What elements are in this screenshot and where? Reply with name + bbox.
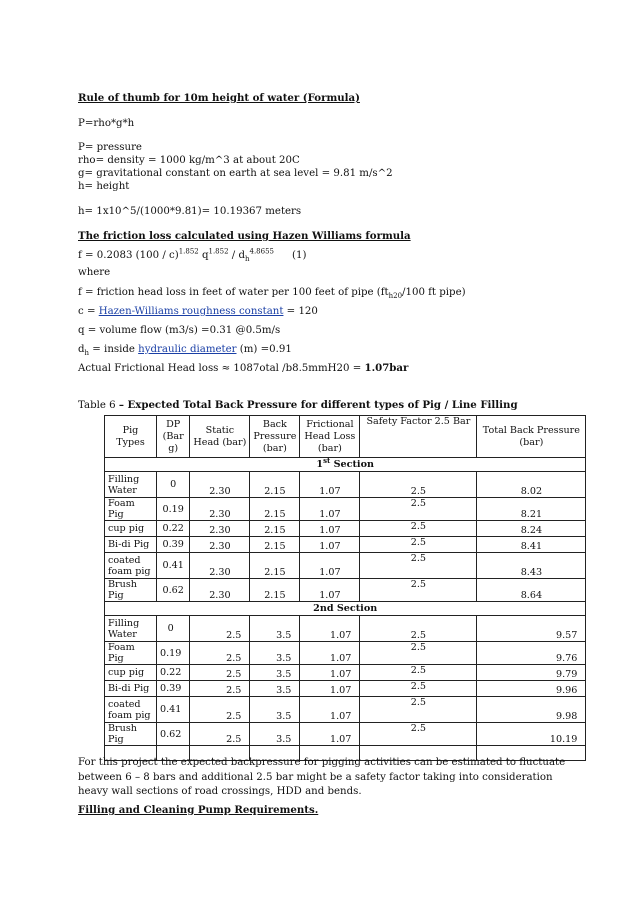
pump-requirements-heading: Filling and Cleaning Pump Requirements.	[78, 804, 319, 816]
hydraulic-diameter-link[interactable]: hydraulic diameter	[138, 344, 237, 355]
header-total-back-pressure: Total Back Pressure (bar)	[477, 416, 586, 458]
equation-number: (1)	[292, 250, 307, 261]
definition-q: q = volume flow (m3/s) =0.31 @0.5m/s	[78, 325, 281, 336]
header-dp: DP (Bar g)	[157, 416, 190, 458]
table-row: Bi-di Pig 0.39 2.5 3.5 1.07 2.5 9.96	[105, 681, 586, 697]
table-row: Foam Pig 0.19 2.30 2.15 1.07 2.5 8.21	[105, 498, 586, 521]
where-label: where	[78, 267, 111, 278]
rule-of-thumb-heading: Rule of thumb for 10m height of water (Formula)	[78, 92, 360, 104]
header-back-pressure: Back Pressure (bar)	[250, 416, 300, 458]
table-row: Brush Pig 0.62 2.5 3.5 1.07 2.5 10.19	[105, 723, 586, 746]
height-calculation: h= 1x10^5/(1000*9.81)= 10.19367 meters	[78, 206, 302, 217]
backpressure-paragraph: For this project the expected backpressure for pigging activities can be estimated to fluctuate between 6 – 8 bars and additional 2.5 bar might be a safety factor taking into consideration heavy wall sections of road crossings, HDD and bends.	[78, 757, 566, 797]
table-row: Filling Water 0 2.30 2.15 1.07 2.5 8.02	[105, 472, 586, 498]
table-row: Foam Pig 0.19 2.5 3.5 1.07 2.5 9.76	[105, 642, 586, 665]
header-frictional-head-loss: Frictional Head Loss (bar)	[300, 416, 360, 458]
table-caption: Table 6 – Expected Total Back Pressure for different types of Pig / Line Filling	[78, 399, 518, 411]
section-row-1	[105, 458, 586, 472]
hazen-williams-equation: f = 0.2083 (100 / c)$^{1.852}$ $q^{1.852} / d_h^{4.8655}$ (1)	[78, 247, 307, 264]
definition-h: h= height	[78, 181, 130, 192]
table-row: cup pig 0.22 2.5 3.5 1.07 2.5 9.79	[105, 665, 586, 681]
section-label: 1st Section	[105, 458, 586, 472]
header-pig-types: Pig Types	[105, 416, 157, 458]
section-row-2	[105, 602, 586, 616]
friction-loss-heading: The friction loss calculated using Hazen Williams formula	[78, 230, 411, 242]
definition-f: f = friction head loss in feet of water per 100 feet of pipe ($ft_{h20}/100$ ft pipe)	[78, 287, 466, 301]
definition-dh: $d_h$ = inside hydraulic diameter (m) =0.91	[78, 344, 292, 358]
table-row: cup pig 0.22 2.30 2.15 1.07 2.5 8.24	[105, 521, 586, 537]
definition-c: c = Hazen-Williams roughness constant = 120	[78, 306, 318, 317]
definition-g: g= gravitational constant on earth at sea level = 9.81 m/s^2	[78, 168, 393, 179]
header-safety-factor: Safety Factor 2.5 Bar	[360, 416, 477, 458]
definition-p: P= pressure	[78, 142, 142, 153]
pressure-formula: P=rho*g*h	[78, 118, 135, 129]
header-static-head: Static Head (bar)	[190, 416, 250, 458]
table-row: coated foam pig 0.41 2.30 2.15 1.07 2.5 8.43	[105, 553, 586, 579]
hazen-williams-link[interactable]: Hazen-Williams roughness constant	[98, 306, 284, 317]
back-pressure-table	[104, 415, 586, 761]
section-label: 2nd Section	[105, 602, 586, 616]
table-row: Bi-di Pig 0.39 2.30 2.15 1.07 2.5 8.41	[105, 537, 586, 553]
actual-head-loss: Actual Frictional Head loss ≈ 1087otal /b8.5mmH20 = 1.07bar	[78, 362, 409, 374]
definition-rho: rho= density = 1000 kg/m^3 at about 20C	[78, 155, 300, 166]
table-row: Filling Water 0 2.5 3.5 1.07 2.5 9.57	[105, 616, 586, 642]
table-row: coated foam pig 0.41 2.5 3.5 1.07 2.5 9.98	[105, 697, 586, 723]
table-row: Brush Pig 0.62 2.30 2.15 1.07 2.5 8.64	[105, 579, 586, 602]
